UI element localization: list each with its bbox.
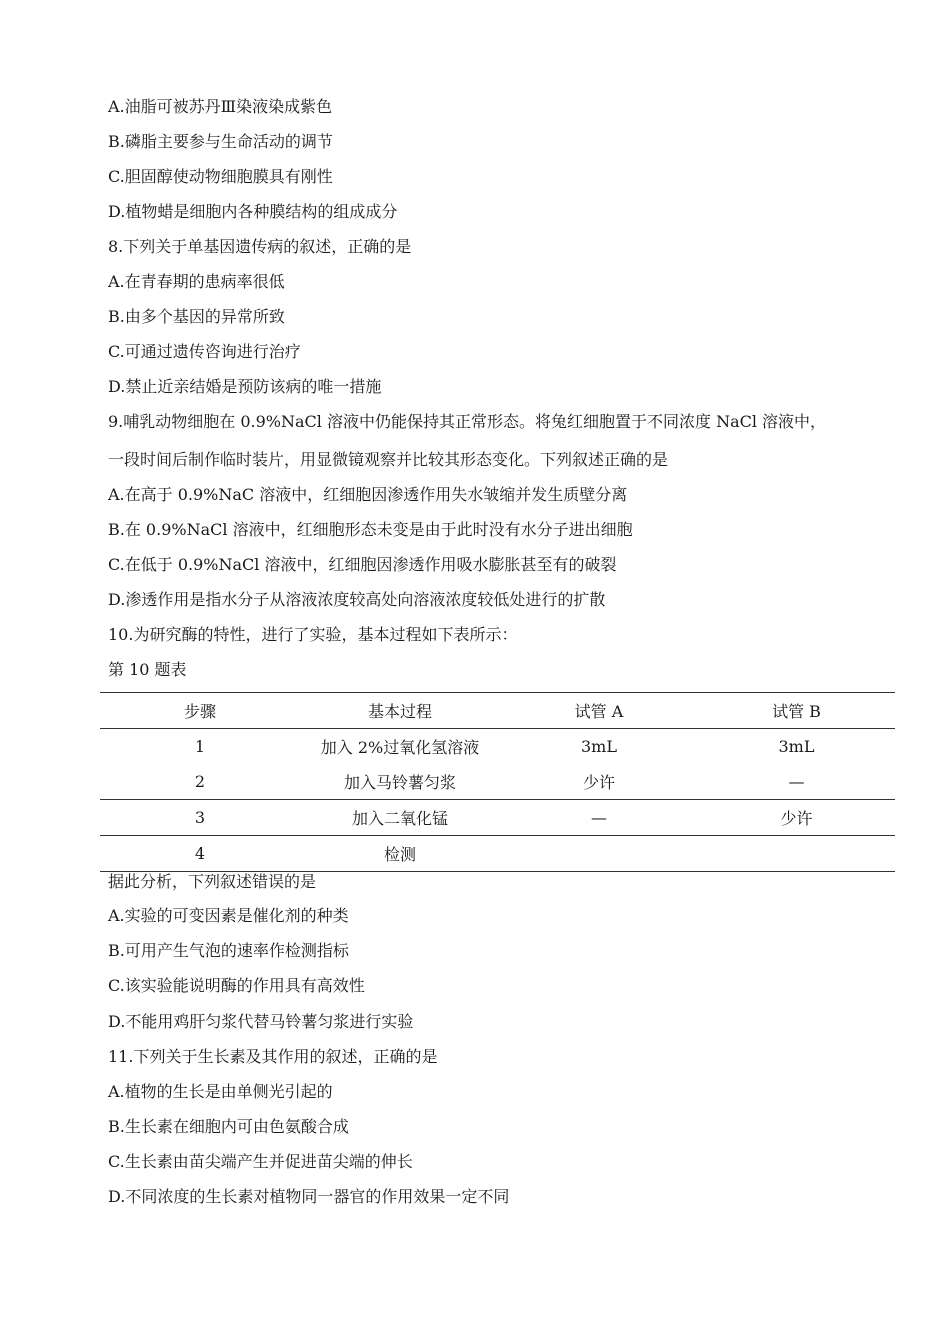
table-row — [100, 729, 895, 765]
q8-option-a: A.在青春期的患病率很低 — [108, 272, 285, 291]
q10-process-table — [100, 692, 895, 872]
q11-stem: 11.下列关于生长素及其作用的叙述，正确的是 — [108, 1047, 438, 1066]
q10-option-a: A.实验的可变因素是催化剂的种类 — [108, 906, 349, 925]
table-cell: 加入二氧化锰 — [300, 800, 500, 836]
table-cell: 3mL — [500, 729, 698, 765]
table-header-row — [100, 693, 895, 729]
q7-option-b: B.磷脂主要参与生命活动的调节 — [108, 132, 333, 151]
q10-stem: 10.为研究酶的特性，进行了实验，基本过程如下表所示： — [108, 625, 518, 644]
q9-option-a: A.在高于 0.9%NaC 溶液中，红细胞因渗透作用失水皱缩并发生质壁分离 — [108, 485, 628, 504]
q11-option-a: A.植物的生长是由单侧光引起的 — [108, 1082, 333, 1101]
q11-option-d: D.不同浓度的生长素对植物同一器官的作用效果一定不同 — [108, 1187, 510, 1206]
table-cell: 2 — [194, 772, 206, 791]
table-cell: 3mL — [698, 729, 895, 765]
table-cell: — — [788, 772, 805, 791]
table-cell: 检测 — [300, 836, 500, 872]
q7-option-a: A.油脂可被苏丹Ⅲ染液染成紫色 — [108, 97, 333, 116]
table-cell: 少许 — [582, 773, 615, 792]
q10-option-b: B.可用产生气泡的速率作检测指标 — [108, 941, 349, 960]
q10-option-c: C.该实验能说明酶的作用具有高效性 — [108, 976, 365, 995]
q11-option-c: C.生长素由苗尖端产生并促进苗尖端的伸长 — [108, 1152, 413, 1171]
table-row — [100, 836, 895, 872]
table-cell — [500, 836, 698, 872]
table-header-cell: 步骤 — [100, 693, 300, 729]
q11-option-b: B.生长素在细胞内可由色氨酸合成 — [108, 1117, 349, 1136]
table-cell: 4 — [100, 836, 300, 872]
table-header-cell: 试管 B — [698, 693, 895, 729]
q10-after-table: 据此分析，下列叙述错误的是 — [108, 872, 317, 891]
q10-option-d: D.不能用鸡肝匀浆代替马铃薯匀浆进行实验 — [108, 1012, 414, 1031]
q7-option-d: D.植物蜡是细胞内各种膜结构的组成成分 — [108, 202, 398, 221]
table-cell: 少许 — [698, 800, 895, 836]
q8-option-c: C.可通过遗传咨询进行治疗 — [108, 342, 301, 361]
table-header-cell: 基本过程 — [300, 693, 500, 729]
q9-stem-line1: 9.哺乳动物细胞在 0.9%NaCl 溶液中仍能保持其正常形态。将兔红细胞置于不同浓度 NaCl 溶液中， — [108, 412, 827, 431]
table-cell: 1 — [100, 729, 300, 765]
q9-stem-line2: 一段时间后制作临时装片，用显微镜观察并比较其形态变化。下列叙述正确的是 — [108, 450, 669, 469]
q8-option-b: B.由多个基因的异常所致 — [108, 307, 285, 326]
q10-table-caption: 第 10 题表 — [108, 660, 187, 679]
q8-stem: 8.下列关于单基因遗传病的叙述，正确的是 — [108, 237, 412, 256]
q9-option-b: B.在 0.9%NaCl 溶液中，红细胞形态未变是由于此时没有水分子进出细胞 — [108, 520, 633, 539]
q8-option-d: D.禁止近亲结婚是预防该病的唯一措施 — [108, 377, 382, 396]
q9-option-d: D.渗透作用是指水分子从溶液浓度较高处向溶液浓度较低处进行的扩散 — [108, 590, 606, 609]
table-cell: 加入 2%过氧化氢溶液 — [300, 729, 500, 765]
table-cell: 加入马铃薯匀浆 — [343, 773, 456, 792]
table-row — [100, 800, 895, 836]
q9-option-c: C.在低于 0.9%NaCl 溶液中，红细胞因渗透作用吸水膨胀甚至有的破裂 — [108, 555, 617, 574]
table-cell: — — [500, 800, 698, 836]
table-cell: 3 — [100, 800, 300, 836]
q7-option-c: C.胆固醇使动物细胞膜具有刚性 — [108, 167, 333, 186]
table-row — [100, 764, 895, 800]
table-cell — [698, 836, 895, 872]
table-header-cell: 试管 A — [500, 693, 698, 729]
